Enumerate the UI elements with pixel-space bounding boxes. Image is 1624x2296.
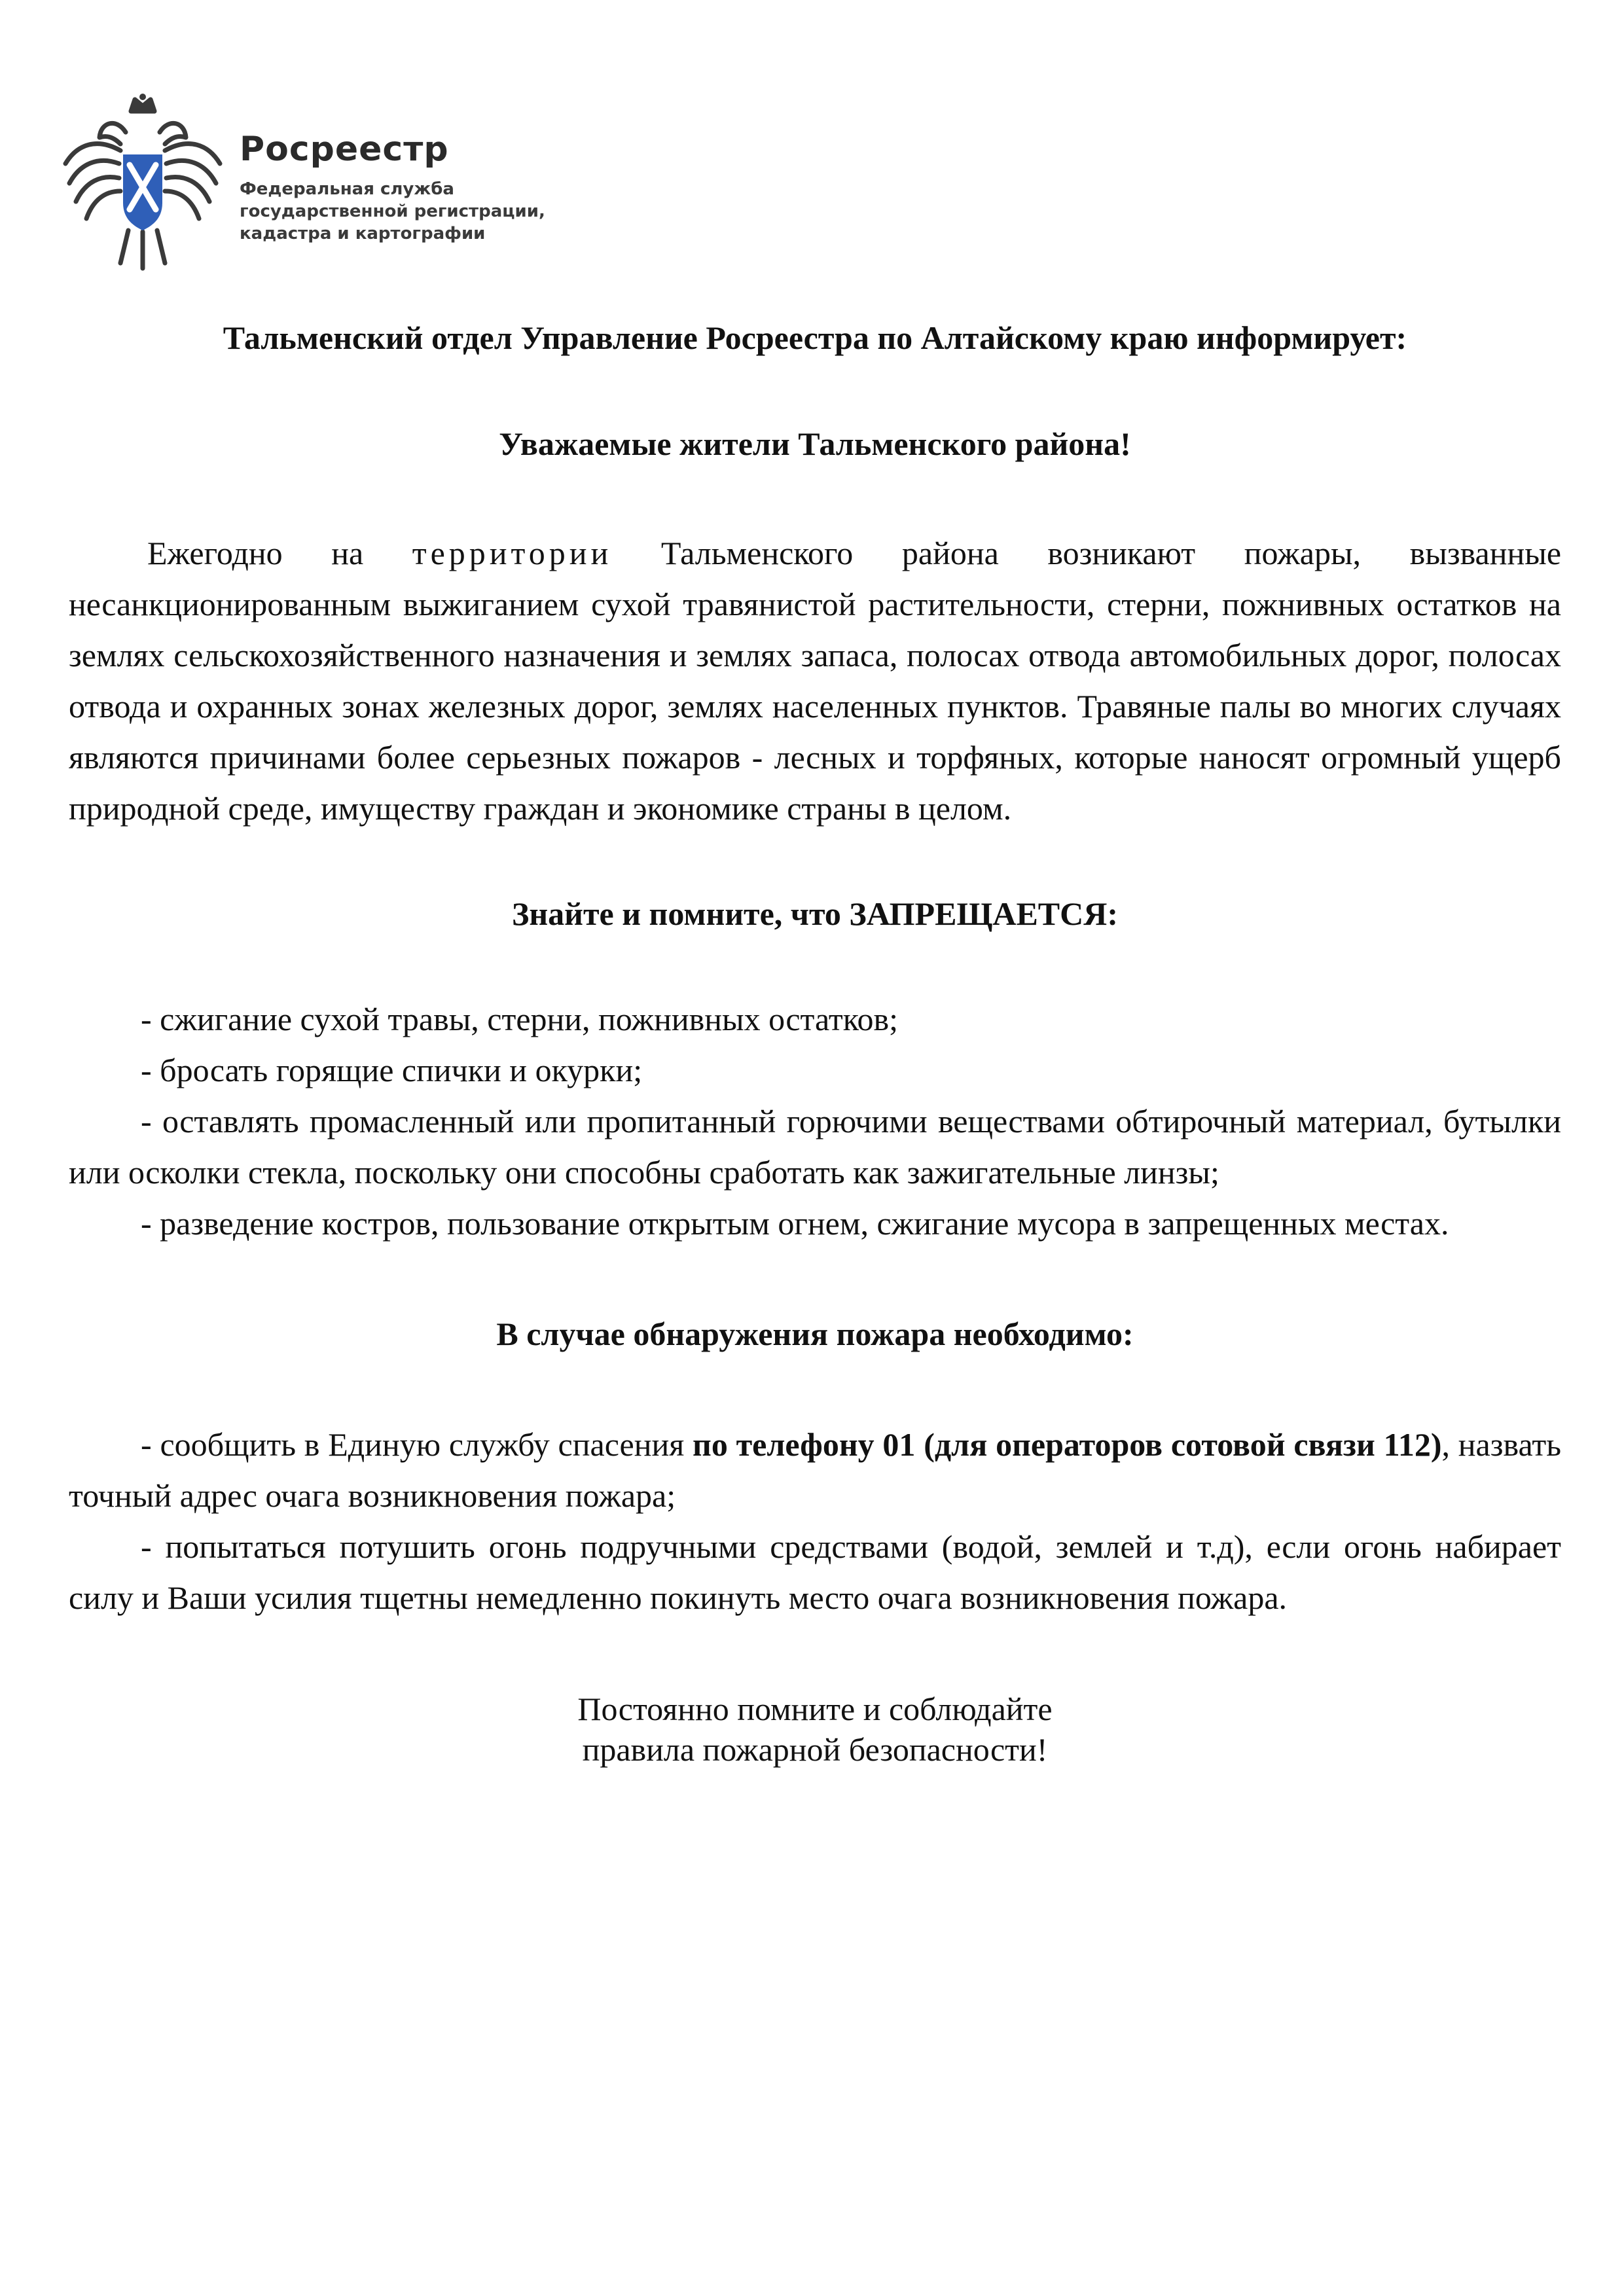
brand-name: Росреестр [240, 130, 449, 169]
list-item: - разведение костров, пользование открытым огнем, сжигание мусора в запрещенных местах. [141, 1205, 1449, 1242]
list-item: - сообщить в Единую службу спасения по телефону 01 (для операторов сотовой связи 112), назвать точный адрес очага возникновения пожара; [69, 1426, 1562, 1514]
intro-paragraph: Ежегодно на территории Тальменского района возникают пожары, вызванные несанкционированным выжиганием сухой травянистой растительности, стерни, пожнивных остатков на землях сельскохозяйственного назначения и землях запаса, полосах отвода автомобильных дорог, полосах отвода и охранных зонах железных дорог, землях населенных пунктов. Травяные палы во многих случаях являются причинами более серьезных пожаров - лесных и торфяных, которые наносят огромный ущерб природной среде, имуществу граждан и экономике страны в целом. [69, 535, 1562, 827]
list-item: - попытаться потушить огонь подручными средствами (водой, землей и т.д), если огонь набирает силу и Ваши усилия тщетны немедленно покинуть место очага возникновения пожара. [69, 1528, 1561, 1616]
closing-line-2: правила пожарной безопасности! [582, 1731, 1048, 1768]
emergency-heading: В случае обнаружения пожара необходимо: [496, 1316, 1134, 1352]
document-title: Тальменский отдел Управление Росреестра по Алтайскому краю информирует: [223, 319, 1407, 356]
closing-line-1: Постоянно помните и соблюдайте [577, 1691, 1053, 1727]
list-item: - сжигание сухой травы, стерни, пожнивных остатков; [141, 1001, 898, 1037]
brand-tagline: Федеральная служба государственной регистрации, кадастра и картографии [240, 179, 545, 243]
rosreestr-logo [58, 92, 555, 275]
document-body [69, 308, 1561, 1770]
phone-numbers: по телефону 01 (для операторов сотовой связи 112) [693, 1426, 1442, 1463]
double-headed-eagle-icon [58, 92, 228, 275]
closing-note [69, 1689, 1561, 1770]
list-item: - оставлять промасленный или пропитанный горючими веществами обтирочный материал, бутылки или осколки стекла, поскольку они способны сработать как зажигательные линзы; [69, 1103, 1561, 1191]
greeting: Уважаемые жители Тальменского района! [499, 425, 1131, 462]
prohibited-list [69, 994, 1561, 1249]
emergency-list [69, 1419, 1561, 1623]
list-item: - бросать горящие спички и окурки; [141, 1052, 643, 1088]
prohibited-heading: Знайте и помните, что ЗАПРЕЩАЕТСЯ: [511, 895, 1119, 932]
spaced-word: территории [412, 535, 613, 571]
